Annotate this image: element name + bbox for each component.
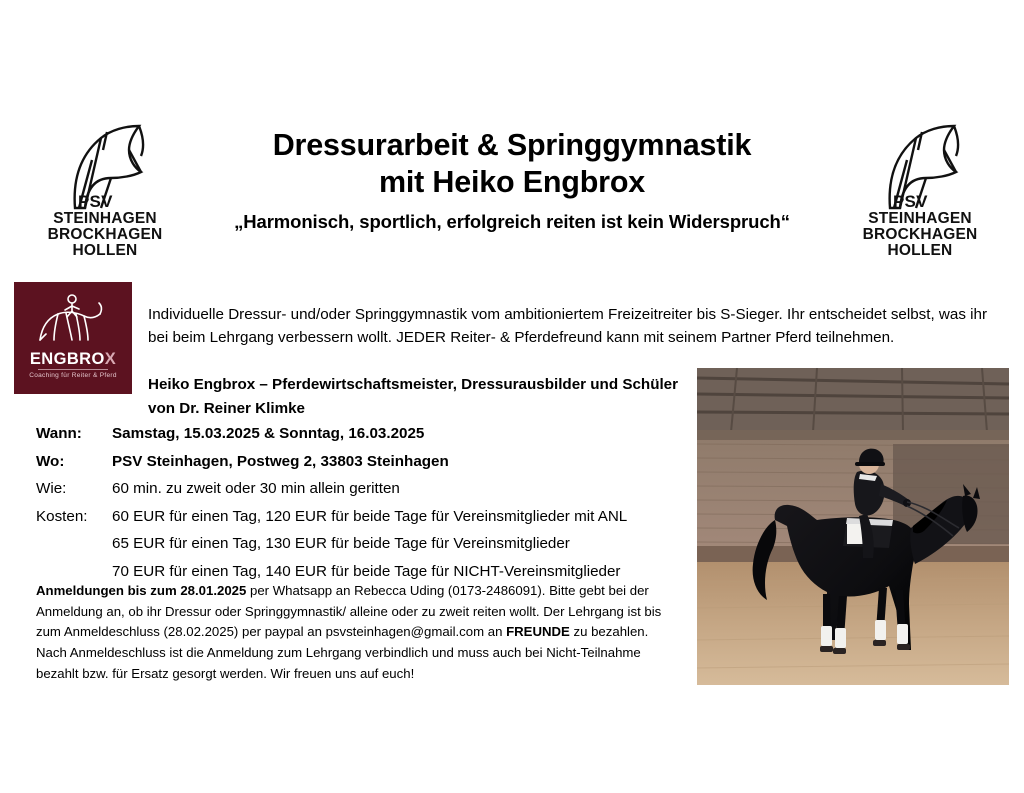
registration-deadline: Anmeldungen bis zum 28.01.2025 — [36, 583, 247, 599]
club-logo-right-psv: PSV — [893, 192, 928, 211]
registration-note-highlight: FREUNDE — [506, 624, 570, 640]
detail-value-kosten-1: 60 EUR für einen Tag, 120 EUR für beide Tage für Vereinsmitglieder mit ANL — [112, 507, 628, 525]
club-logo-right-line4: HOLLEN — [887, 241, 953, 259]
title-line-2: mit Heiko Engbrox — [378, 164, 646, 199]
engbrox-logo-badge — [14, 282, 132, 394]
badge-brand-name-text: ENGBRO — [29, 350, 105, 368]
registration-note-part1: per Whatsapp an Rebecca Uding (0173-2486091). Bitte gebt bei der Anmeldung an, ob ihr Dressur oder Springgymnastik/ alleine oder zu zweit reiten wollt. Der Lehrgang ist bis zum Anmeldeschluss (28.02.2025) per paypal an psvsteinhagen@gmail.com an — [36, 583, 662, 640]
detail-label-wie: Wie: — [36, 480, 67, 498]
club-logo-right-text — [845, 193, 995, 259]
detail-value-kosten-3: 70 EUR für einen Tag, 140 EUR für beide Tage für NICHT-Vereinsmitglieder — [112, 562, 621, 580]
riding-arena-photo — [697, 368, 1009, 685]
club-logo-left-line2: STEINHAGEN — [53, 209, 157, 227]
club-logo-left-psv: PSV — [78, 192, 113, 211]
table-row — [36, 479, 627, 507]
poster-header — [0, 120, 1024, 280]
page-subtitle: „Harmonisch, sportlich, erfolgreich reiten ist kein Widerspruch“ — [234, 210, 790, 232]
detail-label-wann: Wann: — [36, 425, 82, 442]
registration-note-part2: zu bezahlen. Nach Anmeldeschluss ist die Anmeldung zum Lehrgang verbindlich und muss auch bei Nicht-Teilnahme bezahlt bzw. für Ersatz gesorgt werden. Wir freuen uns auf euch! — [36, 624, 649, 681]
badge-brand-name-x: X — [104, 350, 117, 368]
badge-brand-name — [14, 350, 132, 369]
club-logo-right — [845, 120, 995, 265]
event-details-table — [36, 424, 627, 589]
detail-value-kosten-2: 65 EUR für einen Tag, 130 EUR für beide Tage für Vereinsmitglieder — [112, 535, 570, 553]
page-title — [180, 128, 844, 233]
club-logo-left-line4: HOLLEN — [72, 241, 138, 259]
title-line-1: Dressurarbeit & Springgymnastik — [272, 128, 752, 162]
intro-paragraph: Individuelle Dressur- und/oder Springgymnastik vom ambitioniertem Freizeitreiter bis S-Sieger. Ihr entscheidet selbst, was ihr bei beim Lehrgang verbessern wollt. JEDER Reiter- & Pferdefreund kann mit seinem Partner Pferd teilnehmen. — [148, 306, 988, 347]
club-logo-left-text — [30, 193, 180, 259]
event-photo — [697, 368, 1009, 685]
club-logo-left — [30, 120, 180, 265]
club-logo-right-line3: BROCKHAGEN — [862, 225, 978, 243]
detail-value-wann: Samstag, 15.03.2025 & Sonntag, 16.03.2025 — [112, 425, 425, 442]
badge-divider — [38, 369, 108, 370]
badge-tagline: Coaching für Reiter & Pferd — [29, 372, 117, 379]
table-row — [36, 424, 627, 452]
table-row — [36, 452, 627, 480]
detail-value-wie: 60 min. zu zweit oder 30 min allein geritten — [112, 480, 400, 498]
event-details — [36, 424, 686, 589]
table-row — [36, 534, 627, 562]
table-row — [36, 507, 627, 535]
club-logo-right-line2: STEINHAGEN — [868, 209, 972, 227]
detail-label-wo: Wo: — [36, 452, 65, 470]
detail-label-kosten: Kosten: — [36, 507, 88, 525]
club-logo-left-line3: BROCKHAGEN — [47, 225, 163, 243]
detail-value-wo: PSV Steinhagen, Postweg 2, 33803 Steinhagen — [112, 452, 449, 470]
registration-note — [36, 581, 676, 684]
horse-and-rider-icon — [32, 290, 112, 348]
detail-label-empty-1 — [36, 534, 112, 562]
trainer-bio: Heiko Engbrox – Pferdewirtschaftsmeister, Dressurausbilder und Schüler von Dr. Reiner Klimke — [148, 376, 679, 417]
